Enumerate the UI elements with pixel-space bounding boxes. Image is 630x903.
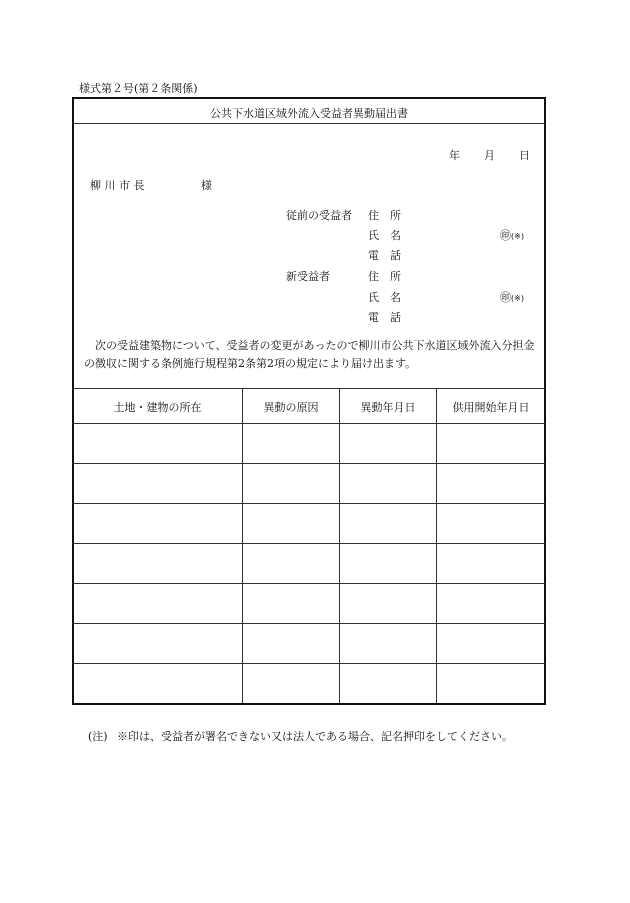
table-cell[interactable] xyxy=(340,676,436,690)
seal-icon: ㊞ xyxy=(500,291,511,304)
new-name-label: 氏 名 xyxy=(368,291,401,304)
table-cell[interactable] xyxy=(340,476,436,490)
new-phone-label: 電 話 xyxy=(368,311,401,324)
previous-address-label: 住 所 xyxy=(368,209,401,222)
table-cell[interactable] xyxy=(73,556,242,570)
title-divider xyxy=(73,123,545,124)
table-cell[interactable] xyxy=(73,516,242,530)
addressee-name: 柳 川 市 長 xyxy=(90,179,145,192)
date-day-label: 日 xyxy=(519,149,530,162)
table-cell[interactable] xyxy=(243,476,339,490)
previous-name-label: 氏 名 xyxy=(368,229,401,242)
column-header-service-start-date: 供用開始年月日 xyxy=(452,401,530,414)
form-number: 様式第２号(第２条関係) xyxy=(79,82,198,95)
table-cell[interactable] xyxy=(340,516,436,530)
intro-paragraph: 次の受益建築物について、受益者の変更があったので柳川市公共下水道区域外流入分担金の徴収に関する条例施行規程第2条第2項の規定により届け出ます。 xyxy=(84,339,535,370)
new-seal-mark xyxy=(500,289,524,305)
column-header-location: 土地・建物の所在 xyxy=(113,401,202,414)
table-cell[interactable] xyxy=(437,476,545,490)
table-cell[interactable] xyxy=(340,596,436,610)
table-cell[interactable] xyxy=(340,436,436,450)
row-divider xyxy=(73,543,545,544)
form-title: 公共下水道区域外流入受益者異動届出書 xyxy=(210,107,408,120)
row-divider xyxy=(73,583,545,584)
table-cell[interactable] xyxy=(437,596,545,610)
table-cell[interactable] xyxy=(73,476,242,490)
date-month-label: 月 xyxy=(484,149,495,162)
previous-seal-mark xyxy=(500,227,524,243)
table-cell[interactable] xyxy=(340,636,436,650)
table-cell[interactable] xyxy=(437,436,545,450)
seal-icon: ㊞ xyxy=(500,229,511,242)
table-cell[interactable] xyxy=(243,596,339,610)
table-cell[interactable] xyxy=(73,596,242,610)
table-cell[interactable] xyxy=(73,676,242,690)
new-beneficiary-label: 新受益者 xyxy=(286,270,330,283)
footer-note-label: (注) xyxy=(88,730,108,743)
table-cell[interactable] xyxy=(437,516,545,530)
seal-note: (※) xyxy=(511,294,524,303)
table-cell[interactable] xyxy=(437,556,545,570)
addressee-honorific: 様 xyxy=(201,179,212,192)
column-header-change-date: 異動年月日 xyxy=(360,401,416,414)
row-divider xyxy=(73,503,545,504)
table-cell[interactable] xyxy=(73,636,242,650)
row-divider xyxy=(73,623,545,624)
table-cell[interactable] xyxy=(437,636,545,650)
table-cell[interactable] xyxy=(243,436,339,450)
date-year-label: 年 xyxy=(449,149,460,162)
row-divider xyxy=(73,663,545,664)
table-cell[interactable] xyxy=(243,516,339,530)
table-top-line xyxy=(73,388,545,389)
table-cell[interactable] xyxy=(243,556,339,570)
new-address-label: 住 所 xyxy=(368,270,401,283)
table-cell[interactable] xyxy=(243,636,339,650)
row-divider xyxy=(73,463,545,464)
seal-note: (※) xyxy=(511,232,524,241)
table-cell[interactable] xyxy=(437,676,545,690)
table-cell[interactable] xyxy=(340,556,436,570)
footer-note: ※印は、受益者が署名できない又は法人である場合、記名押印をしてください。 xyxy=(117,730,513,743)
table-cell[interactable] xyxy=(73,436,242,450)
column-header-cause: 異動の原因 xyxy=(263,401,319,414)
table-header-divider xyxy=(73,423,545,424)
previous-phone-label: 電 話 xyxy=(368,249,401,262)
previous-beneficiary-label: 従前の受益者 xyxy=(286,209,352,222)
table-cell[interactable] xyxy=(243,676,339,690)
